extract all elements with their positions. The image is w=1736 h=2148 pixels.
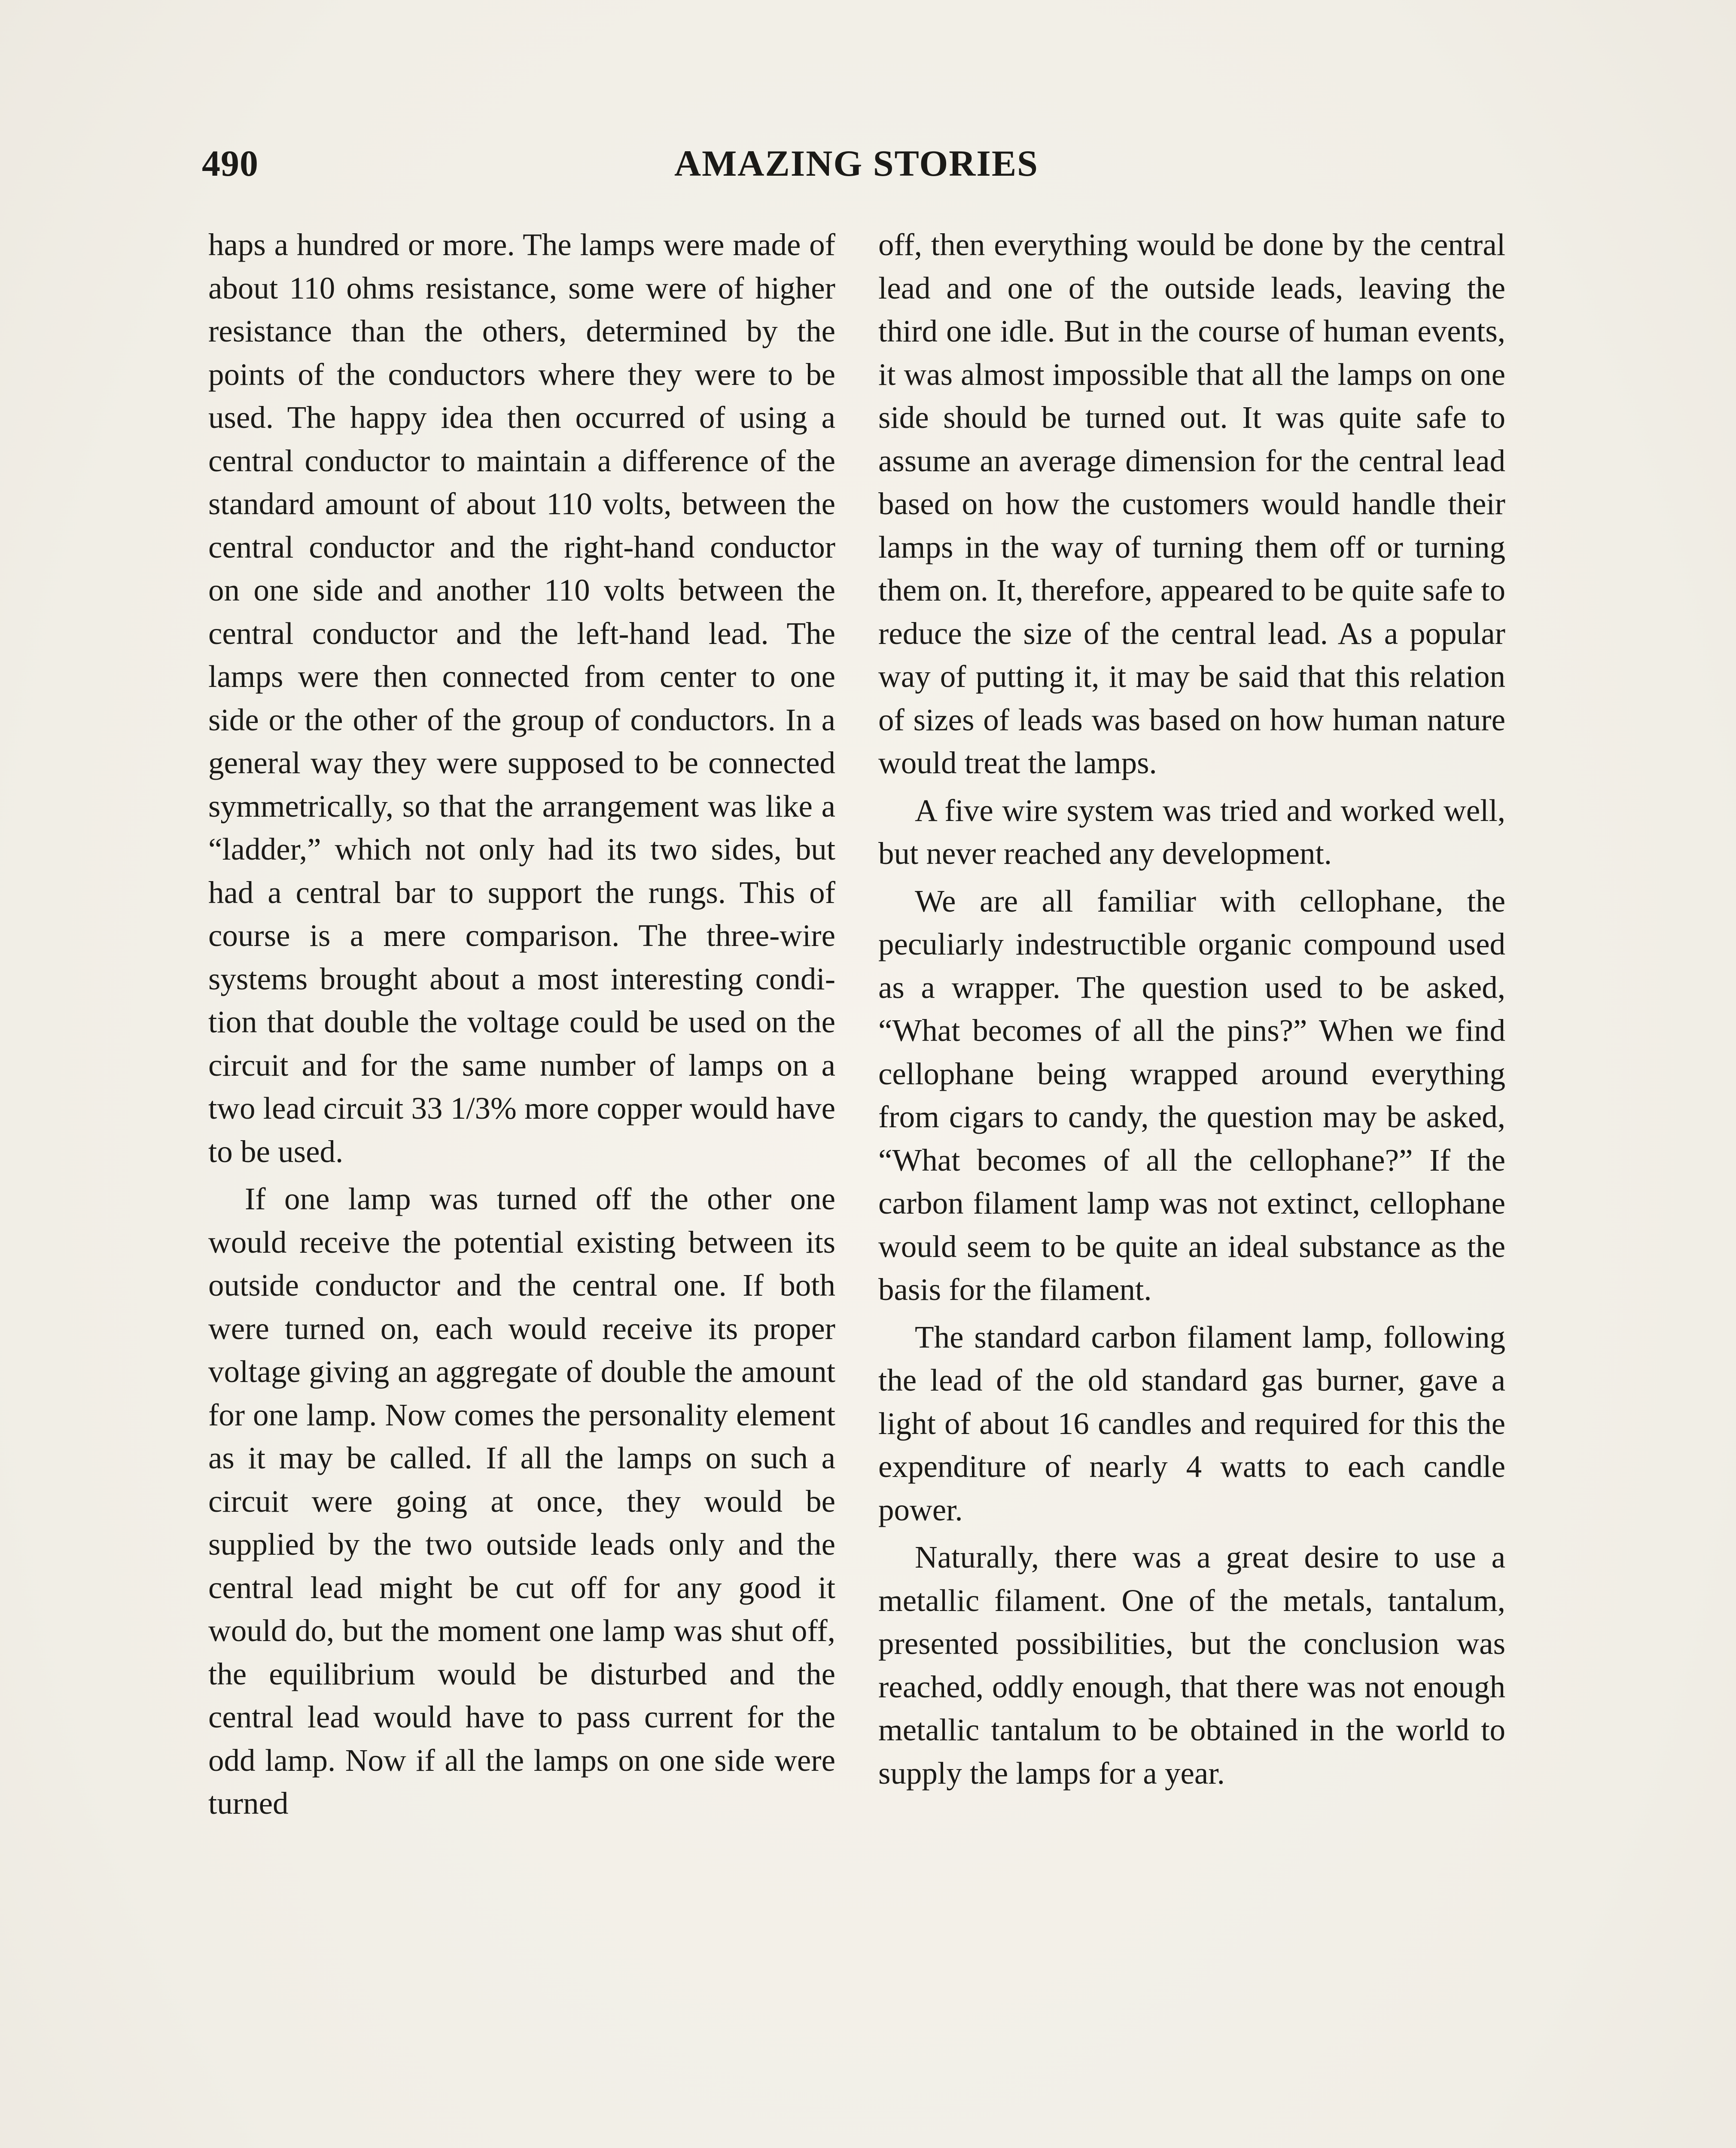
paragraph: A five wire system was tried and worked well, but never reached any development.	[878, 793, 1505, 871]
paragraph: We are all familiar with cellophane, the peculiarly indestructible organic compound used as a wrapper. The question used to be asked, “What becomes of all the pins?” When we find cellophane being wrapped around everything from cigars to candy, the question may be asked, “What becomes of all the cellophane?” If the carbon filament lamp was not extinct, cellophane would seem to be quite an ideal substance as the basis for the filament.	[878, 883, 1505, 1307]
paragraph: If one lamp was turned off the other one would receive the potential existing between its outside conductor and the central one. If both were turned on, each would receive its proper voltage giving an aggregate of double the amount for one lamp. Now comes the personality element as it may be called. If all the lamps on such a circuit were going at once, they would be supplied by the two outside leads only and the central lead might be cut off for any good it would do, but the moment one lamp was shut off, the equilibrium would be disturbed and the central lead would have to pass current for the odd lamp. Now if all the lamps on one side were turned	[208, 1181, 835, 1821]
running-title: AMAZING STORIES	[674, 143, 1039, 184]
right-column	[878, 223, 1505, 1795]
paragraph: haps a hundred or more. The lamps were made of about 110 ohms resistance, some were of higher resistance than the others, determined by the points of the conductors where they were to be used. The happy idea then occurred of using a central conductor to maintain a difference of the standard amount of about 110 volts, between the central conductor and the right-hand conductor on one side and another 110 volts between the central conductor and the left-hand lead. The lamps were then connected from center to one side or the other of the group of conductors. In a general way they were supposed to be connected symmetrically, so that the arrangement was like a “ladder,” which not only had its two sides, but had a central bar to support the rungs. This of course is a mere comparison. The three-wire systems brought about a most interesting condition that double the voltage could be used on the circuit and for the same number of lamps on a two lead circuit 33 1/3% more copper would have to be used.	[208, 227, 835, 1169]
page-number: 490	[202, 143, 259, 184]
paragraph: Naturally, there was a great desire to use a metallic filament. One of the metals, tantalum, presented possibilities, but the conclusion was reached, oddly enough, that there was not enough metallic tantalum to be obtained in the world to supply the lamps for a year.	[878, 1540, 1505, 1791]
paragraph: off, then everything would be done by the central lead and one of the outside leads, leaving the third one idle. But in the course of human events, it was almost impossible that all the lamps on one side should be turned out. It was quite safe to assume an average dimension for the central lead based on how the customers would handle their lamps in the way of turning them off or turning them on. It, therefore, appeared to be quite safe to reduce the size of the central lead. As a popular way of putting it, it may be said that this relation of sizes of leads was based on how human nature would treat the lamps.	[878, 227, 1505, 780]
page-header	[202, 142, 1533, 189]
paragraph: The standard carbon filament lamp, following the lead of the old standard gas burner, gave a light of about 16 candles and required for this the expenditure of nearly 4 watts to each candle power.	[878, 1319, 1505, 1527]
left-column	[208, 223, 835, 1825]
